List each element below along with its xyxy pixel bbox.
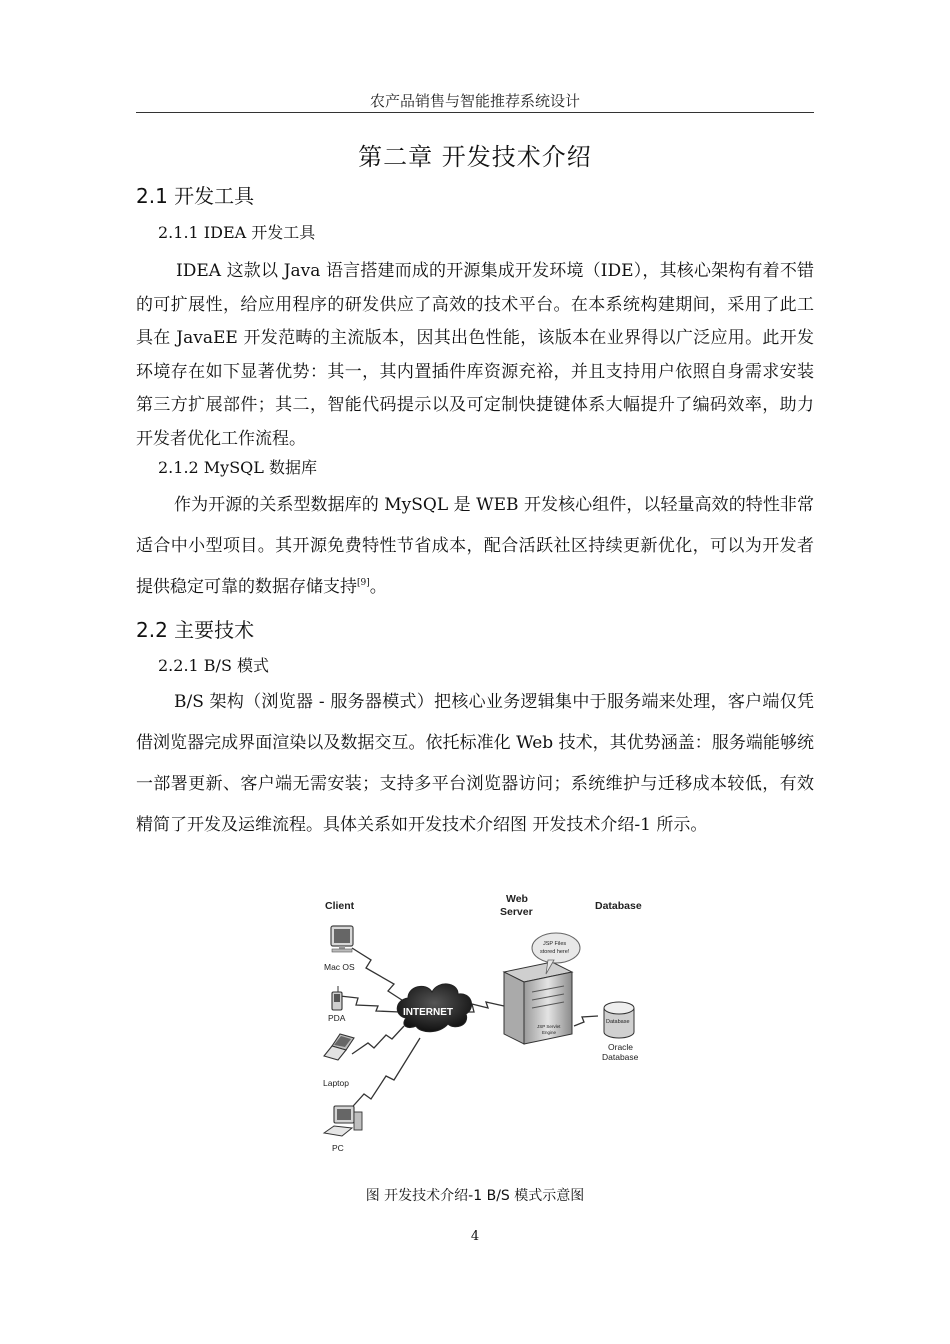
internet-label: INTERNET xyxy=(403,1007,453,1018)
page-header: 农产品销售与智能推荐系统设计 xyxy=(369,92,580,110)
link-pda xyxy=(340,996,400,1012)
bs-architecture-figure xyxy=(316,888,646,1160)
jsp-files-label-line1: JSP Files xyxy=(543,941,567,947)
citation-9: [9] xyxy=(357,578,370,588)
link-laptop xyxy=(352,1026,404,1054)
web-server-icon xyxy=(504,962,572,1044)
section-2-1-2-heading: 2.1.2 MySQL 数据库 xyxy=(158,458,318,477)
database-column-label: Database xyxy=(595,900,642,912)
oracle-label-line2: Database xyxy=(602,1052,639,1062)
servlet-engine-label-line1: JSP Servlet xyxy=(537,1024,561,1029)
section-2-2-1-heading: 2.2.1 B/S 模式 xyxy=(158,656,269,675)
section-2-1-1-paragraph: IDEA 这款以 Java 语言搭建而成的开源集成开发环境（IDE），其核心架构有着不错的可扩展性，给应用程序的研发供应了高效的技术平台。在本系统构建期间，采用了此工具在 JavaEE 开发范畴的主流版本，因其出色性能，该版本在业界得以广泛应用。此开发环境存在如下显著优势：其一，其内置插件库资源充裕，并且支持用户依照自身需求安装第三方扩展部件；其二，智能代码提示以及可定制快捷键体系大幅提升了编码效率，助力开发者优化工作流程。 xyxy=(136,261,814,449)
link-macos xyxy=(352,948,408,1004)
client-column-label: Client xyxy=(325,900,355,912)
web-server-label-line1: Web xyxy=(506,893,528,905)
oracle-label-line1: Oracle xyxy=(608,1042,634,1052)
section-2-2-1-paragraph: B/S 架构（浏览器 - 服务器模式）把核心业务逻辑集中于服务端来处理，客户端仅凭借浏览器完成界面渲染以及数据交互。依托标准化 Web 技术，其优势涵盖：服务端能够统一部署更新、客户端无需安装；支持多平台浏览器访问；系统维护与迁移成本较低，有效精简了开发及运维流程。具体关系如开发技术介绍图 开发技术介绍-1 所示。 xyxy=(136,692,814,835)
header-rule xyxy=(136,112,814,113)
servlet-engine-label-line2: Engine xyxy=(542,1030,557,1035)
pc-icon xyxy=(324,1106,362,1136)
section-2-1-2-text: 作为开源的关系型数据库的 MySQL 是 WEB 开发核心组件，以轻量高效的特性非常适合中小型项目。其开源免费特性节省成本，配合活跃社区持续更新优化，可以为开发者提供稳定可靠的数据存储支持 xyxy=(136,495,814,597)
pc-label: PC xyxy=(332,1143,344,1153)
web-server-label-line2: Server xyxy=(500,906,533,918)
section-2-2-heading: 2.2 主要技术 xyxy=(136,618,255,642)
laptop-icon xyxy=(324,1034,354,1060)
link-pc xyxy=(346,1038,420,1114)
mac-os-label: Mac OS xyxy=(324,962,355,972)
mac-os-monitor-icon xyxy=(331,926,353,952)
pda-label: PDA xyxy=(328,1013,346,1023)
jsp-files-label-line2: stored here! xyxy=(540,949,570,955)
pda-icon xyxy=(332,986,342,1010)
link-database xyxy=(574,1016,598,1026)
section-2-1-2-end: 。 xyxy=(369,577,387,597)
laptop-label: Laptop xyxy=(323,1078,349,1088)
page-number: 4 xyxy=(470,1229,480,1244)
section-2-1-heading: 2.1 开发工具 xyxy=(136,184,255,208)
section-2-1-1-heading: 2.1.1 IDEA 开发工具 xyxy=(158,223,316,242)
figure-caption: 图 开发技术介绍-1 B/S 模式示意图 xyxy=(365,1188,585,1204)
section-2-1-2-paragraph xyxy=(136,485,814,608)
chapter-title: 第二章 开发技术介绍 xyxy=(358,143,592,171)
database-drum-label: Database xyxy=(606,1019,630,1025)
